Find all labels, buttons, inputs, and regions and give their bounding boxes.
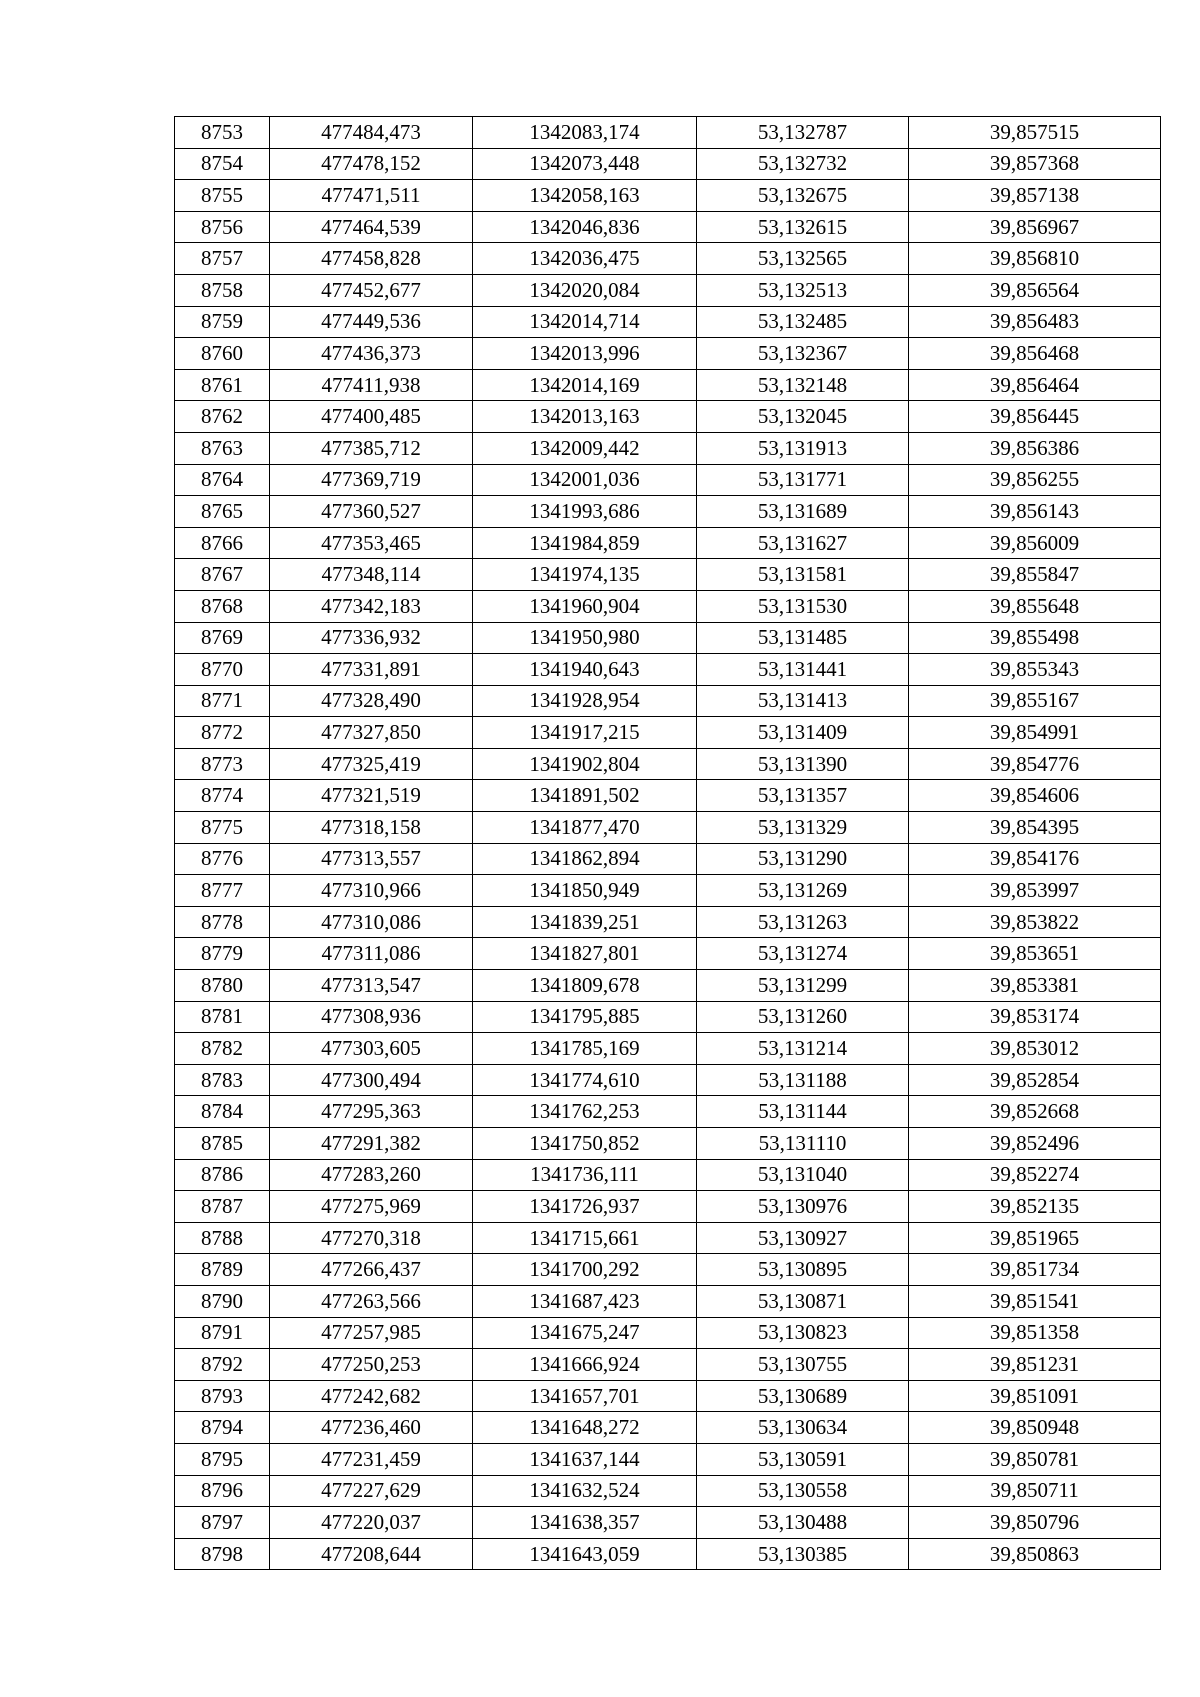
x-coordinate-cell: 477458,828 (270, 243, 473, 275)
x-coordinate-cell: 477308,936 (270, 1001, 473, 1033)
latitude-cell: 53,131144 (697, 1096, 909, 1128)
longitude-cell: 39,856468 (909, 338, 1161, 370)
y-coordinate-cell: 1342083,174 (473, 117, 697, 149)
longitude-cell: 39,850863 (909, 1538, 1161, 1570)
table-row (175, 559, 1161, 591)
latitude-cell: 53,130823 (697, 1317, 909, 1349)
point-number-cell: 8756 (175, 211, 270, 243)
y-coordinate-cell: 1342058,163 (473, 180, 697, 212)
y-coordinate-cell: 1342014,169 (473, 369, 697, 401)
point-number-cell: 8782 (175, 1033, 270, 1065)
y-coordinate-cell: 1341993,686 (473, 496, 697, 528)
longitude-cell: 39,856445 (909, 401, 1161, 433)
longitude-cell: 39,852135 (909, 1191, 1161, 1223)
point-number-cell: 8758 (175, 274, 270, 306)
longitude-cell: 39,854991 (909, 717, 1161, 749)
x-coordinate-cell: 477220,037 (270, 1507, 473, 1539)
x-coordinate-cell: 477436,373 (270, 338, 473, 370)
latitude-cell: 53,132045 (697, 401, 909, 433)
point-number-cell: 8755 (175, 180, 270, 212)
x-coordinate-cell: 477484,473 (270, 117, 473, 149)
y-coordinate-cell: 1341850,949 (473, 875, 697, 907)
point-number-cell: 8798 (175, 1538, 270, 1570)
longitude-cell: 39,855167 (909, 685, 1161, 717)
point-number-cell: 8777 (175, 875, 270, 907)
x-coordinate-cell: 477360,527 (270, 496, 473, 528)
table-row (175, 527, 1161, 559)
point-number-cell: 8788 (175, 1222, 270, 1254)
point-number-cell: 8789 (175, 1254, 270, 1286)
table-row (175, 1222, 1161, 1254)
x-coordinate-cell: 477242,682 (270, 1380, 473, 1412)
x-coordinate-cell: 477369,719 (270, 464, 473, 496)
longitude-cell: 39,852668 (909, 1096, 1161, 1128)
y-coordinate-cell: 1341862,894 (473, 843, 697, 875)
latitude-cell: 53,131409 (697, 717, 909, 749)
latitude-cell: 53,131299 (697, 970, 909, 1002)
y-coordinate-cell: 1341687,423 (473, 1285, 697, 1317)
longitude-cell: 39,854176 (909, 843, 1161, 875)
latitude-cell: 53,132787 (697, 117, 909, 149)
table-row (175, 1064, 1161, 1096)
y-coordinate-cell: 1341839,251 (473, 906, 697, 938)
point-number-cell: 8796 (175, 1475, 270, 1507)
table-row (175, 1349, 1161, 1381)
table-row (175, 338, 1161, 370)
y-coordinate-cell: 1342009,442 (473, 432, 697, 464)
coordinates-table-body (175, 117, 1161, 1570)
y-coordinate-cell: 1341715,661 (473, 1222, 697, 1254)
longitude-cell: 39,855648 (909, 590, 1161, 622)
point-number-cell: 8793 (175, 1380, 270, 1412)
table-row (175, 1128, 1161, 1160)
y-coordinate-cell: 1341902,804 (473, 748, 697, 780)
point-number-cell: 8770 (175, 654, 270, 686)
y-coordinate-cell: 1341891,502 (473, 780, 697, 812)
table-row (175, 1443, 1161, 1475)
y-coordinate-cell: 1341762,253 (473, 1096, 697, 1128)
point-number-cell: 8790 (175, 1285, 270, 1317)
latitude-cell: 53,131274 (697, 938, 909, 970)
y-coordinate-cell: 1341984,859 (473, 527, 697, 559)
longitude-cell: 39,854776 (909, 748, 1161, 780)
point-number-cell: 8771 (175, 685, 270, 717)
table-row (175, 1317, 1161, 1349)
point-number-cell: 8774 (175, 780, 270, 812)
y-coordinate-cell: 1341637,144 (473, 1443, 697, 1475)
latitude-cell: 53,131110 (697, 1128, 909, 1160)
latitude-cell: 53,130689 (697, 1380, 909, 1412)
longitude-cell: 39,853012 (909, 1033, 1161, 1065)
longitude-cell: 39,850796 (909, 1507, 1161, 1539)
longitude-cell: 39,855498 (909, 622, 1161, 654)
x-coordinate-cell: 477266,437 (270, 1254, 473, 1286)
point-number-cell: 8786 (175, 1159, 270, 1191)
longitude-cell: 39,856009 (909, 527, 1161, 559)
point-number-cell: 8757 (175, 243, 270, 275)
y-coordinate-cell: 1341950,980 (473, 622, 697, 654)
y-coordinate-cell: 1341657,701 (473, 1380, 697, 1412)
latitude-cell: 53,131357 (697, 780, 909, 812)
x-coordinate-cell: 477327,850 (270, 717, 473, 749)
point-number-cell: 8753 (175, 117, 270, 149)
y-coordinate-cell: 1341960,904 (473, 590, 697, 622)
point-number-cell: 8781 (175, 1001, 270, 1033)
y-coordinate-cell: 1341928,954 (473, 685, 697, 717)
latitude-cell: 53,130755 (697, 1349, 909, 1381)
x-coordinate-cell: 477311,086 (270, 938, 473, 970)
latitude-cell: 53,131530 (697, 590, 909, 622)
table-row (175, 148, 1161, 180)
latitude-cell: 53,131188 (697, 1064, 909, 1096)
point-number-cell: 8778 (175, 906, 270, 938)
longitude-cell: 39,856564 (909, 274, 1161, 306)
table-row (175, 780, 1161, 812)
point-number-cell: 8779 (175, 938, 270, 970)
longitude-cell: 39,850711 (909, 1475, 1161, 1507)
latitude-cell: 53,131485 (697, 622, 909, 654)
longitude-cell: 39,851965 (909, 1222, 1161, 1254)
table-row (175, 1001, 1161, 1033)
longitude-cell: 39,851734 (909, 1254, 1161, 1286)
longitude-cell: 39,854606 (909, 780, 1161, 812)
point-number-cell: 8787 (175, 1191, 270, 1223)
y-coordinate-cell: 1341700,292 (473, 1254, 697, 1286)
y-coordinate-cell: 1341917,215 (473, 717, 697, 749)
longitude-cell: 39,856143 (909, 496, 1161, 528)
y-coordinate-cell: 1341750,852 (473, 1128, 697, 1160)
point-number-cell: 8760 (175, 338, 270, 370)
point-number-cell: 8795 (175, 1443, 270, 1475)
x-coordinate-cell: 477336,932 (270, 622, 473, 654)
latitude-cell: 53,131581 (697, 559, 909, 591)
latitude-cell: 53,132675 (697, 180, 909, 212)
latitude-cell: 53,131390 (697, 748, 909, 780)
longitude-cell: 39,851091 (909, 1380, 1161, 1412)
longitude-cell: 39,853381 (909, 970, 1161, 1002)
latitude-cell: 53,131269 (697, 875, 909, 907)
latitude-cell: 53,131263 (697, 906, 909, 938)
x-coordinate-cell: 477478,152 (270, 148, 473, 180)
x-coordinate-cell: 477325,419 (270, 748, 473, 780)
x-coordinate-cell: 477310,086 (270, 906, 473, 938)
latitude-cell: 53,130591 (697, 1443, 909, 1475)
longitude-cell: 39,851231 (909, 1349, 1161, 1381)
latitude-cell: 53,131771 (697, 464, 909, 496)
point-number-cell: 8767 (175, 559, 270, 591)
latitude-cell: 53,131329 (697, 812, 909, 844)
x-coordinate-cell: 477283,260 (270, 1159, 473, 1191)
table-row (175, 812, 1161, 844)
table-row (175, 1412, 1161, 1444)
table-row (175, 211, 1161, 243)
y-coordinate-cell: 1341675,247 (473, 1317, 697, 1349)
table-row (175, 369, 1161, 401)
longitude-cell: 39,855343 (909, 654, 1161, 686)
latitude-cell: 53,132565 (697, 243, 909, 275)
longitude-cell: 39,852496 (909, 1128, 1161, 1160)
x-coordinate-cell: 477231,459 (270, 1443, 473, 1475)
point-number-cell: 8792 (175, 1349, 270, 1381)
longitude-cell: 39,856483 (909, 306, 1161, 338)
point-number-cell: 8772 (175, 717, 270, 749)
x-coordinate-cell: 477342,183 (270, 590, 473, 622)
table-row (175, 1191, 1161, 1223)
longitude-cell: 39,854395 (909, 812, 1161, 844)
y-coordinate-cell: 1341827,801 (473, 938, 697, 970)
x-coordinate-cell: 477300,494 (270, 1064, 473, 1096)
table-row (175, 1380, 1161, 1412)
y-coordinate-cell: 1342014,714 (473, 306, 697, 338)
x-coordinate-cell: 477275,969 (270, 1191, 473, 1223)
table-row (175, 496, 1161, 528)
latitude-cell: 53,131441 (697, 654, 909, 686)
x-coordinate-cell: 477464,539 (270, 211, 473, 243)
table-row (175, 1475, 1161, 1507)
y-coordinate-cell: 1341736,111 (473, 1159, 697, 1191)
point-number-cell: 8761 (175, 369, 270, 401)
longitude-cell: 39,857368 (909, 148, 1161, 180)
table-row (175, 1507, 1161, 1539)
longitude-cell: 39,853651 (909, 938, 1161, 970)
table-row (175, 717, 1161, 749)
longitude-cell: 39,857138 (909, 180, 1161, 212)
longitude-cell: 39,852854 (909, 1064, 1161, 1096)
y-coordinate-cell: 1341774,610 (473, 1064, 697, 1096)
table-row (175, 1538, 1161, 1570)
point-number-cell: 8794 (175, 1412, 270, 1444)
latitude-cell: 53,130871 (697, 1285, 909, 1317)
x-coordinate-cell: 477250,253 (270, 1349, 473, 1381)
x-coordinate-cell: 477328,490 (270, 685, 473, 717)
longitude-cell: 39,856967 (909, 211, 1161, 243)
longitude-cell: 39,852274 (909, 1159, 1161, 1191)
table-row (175, 1254, 1161, 1286)
longitude-cell: 39,856255 (909, 464, 1161, 496)
latitude-cell: 53,132367 (697, 338, 909, 370)
table-row (175, 1033, 1161, 1065)
y-coordinate-cell: 1342001,036 (473, 464, 697, 496)
y-coordinate-cell: 1341940,643 (473, 654, 697, 686)
x-coordinate-cell: 477263,566 (270, 1285, 473, 1317)
point-number-cell: 8769 (175, 622, 270, 654)
y-coordinate-cell: 1341785,169 (473, 1033, 697, 1065)
latitude-cell: 53,132615 (697, 211, 909, 243)
latitude-cell: 53,131689 (697, 496, 909, 528)
point-number-cell: 8768 (175, 590, 270, 622)
x-coordinate-cell: 477313,547 (270, 970, 473, 1002)
y-coordinate-cell: 1341632,524 (473, 1475, 697, 1507)
longitude-cell: 39,856464 (909, 369, 1161, 401)
x-coordinate-cell: 477400,485 (270, 401, 473, 433)
longitude-cell: 39,850781 (909, 1443, 1161, 1475)
y-coordinate-cell: 1341648,272 (473, 1412, 697, 1444)
table-row (175, 401, 1161, 433)
point-number-cell: 8783 (175, 1064, 270, 1096)
y-coordinate-cell: 1341795,885 (473, 1001, 697, 1033)
table-row (175, 117, 1161, 149)
x-coordinate-cell: 477411,938 (270, 369, 473, 401)
point-number-cell: 8780 (175, 970, 270, 1002)
x-coordinate-cell: 477449,536 (270, 306, 473, 338)
y-coordinate-cell: 1341726,937 (473, 1191, 697, 1223)
latitude-cell: 53,130634 (697, 1412, 909, 1444)
latitude-cell: 53,130927 (697, 1222, 909, 1254)
table-row (175, 843, 1161, 875)
point-number-cell: 8791 (175, 1317, 270, 1349)
longitude-cell: 39,856810 (909, 243, 1161, 275)
latitude-cell: 53,130488 (697, 1507, 909, 1539)
table-row (175, 464, 1161, 496)
latitude-cell: 53,131913 (697, 432, 909, 464)
y-coordinate-cell: 1341809,678 (473, 970, 697, 1002)
x-coordinate-cell: 477303,605 (270, 1033, 473, 1065)
x-coordinate-cell: 477295,363 (270, 1096, 473, 1128)
table-row (175, 685, 1161, 717)
table-row (175, 590, 1161, 622)
y-coordinate-cell: 1342046,836 (473, 211, 697, 243)
table-row (175, 875, 1161, 907)
x-coordinate-cell: 477348,114 (270, 559, 473, 591)
y-coordinate-cell: 1342073,448 (473, 148, 697, 180)
table-row (175, 938, 1161, 970)
point-number-cell: 8785 (175, 1128, 270, 1160)
point-number-cell: 8775 (175, 812, 270, 844)
table-row (175, 970, 1161, 1002)
longitude-cell: 39,855847 (909, 559, 1161, 591)
latitude-cell: 53,130558 (697, 1475, 909, 1507)
table-row (175, 1285, 1161, 1317)
y-coordinate-cell: 1341666,924 (473, 1349, 697, 1381)
table-row (175, 274, 1161, 306)
x-coordinate-cell: 477321,519 (270, 780, 473, 812)
point-number-cell: 8754 (175, 148, 270, 180)
x-coordinate-cell: 477310,966 (270, 875, 473, 907)
longitude-cell: 39,851541 (909, 1285, 1161, 1317)
point-number-cell: 8766 (175, 527, 270, 559)
x-coordinate-cell: 477236,460 (270, 1412, 473, 1444)
point-number-cell: 8762 (175, 401, 270, 433)
point-number-cell: 8776 (175, 843, 270, 875)
coordinates-table (174, 116, 1161, 1570)
x-coordinate-cell: 477331,891 (270, 654, 473, 686)
point-number-cell: 8759 (175, 306, 270, 338)
x-coordinate-cell: 477452,677 (270, 274, 473, 306)
latitude-cell: 53,132148 (697, 369, 909, 401)
latitude-cell: 53,130976 (697, 1191, 909, 1223)
y-coordinate-cell: 1341643,059 (473, 1538, 697, 1570)
longitude-cell: 39,850948 (909, 1412, 1161, 1444)
latitude-cell: 53,131413 (697, 685, 909, 717)
point-number-cell: 8764 (175, 464, 270, 496)
x-coordinate-cell: 477270,318 (270, 1222, 473, 1254)
table-row (175, 243, 1161, 275)
x-coordinate-cell: 477385,712 (270, 432, 473, 464)
x-coordinate-cell: 477227,629 (270, 1475, 473, 1507)
table-row (175, 622, 1161, 654)
point-number-cell: 8763 (175, 432, 270, 464)
table-row (175, 654, 1161, 686)
y-coordinate-cell: 1341638,357 (473, 1507, 697, 1539)
latitude-cell: 53,132513 (697, 274, 909, 306)
x-coordinate-cell: 477208,644 (270, 1538, 473, 1570)
latitude-cell: 53,132732 (697, 148, 909, 180)
y-coordinate-cell: 1342013,996 (473, 338, 697, 370)
y-coordinate-cell: 1342020,084 (473, 274, 697, 306)
table-row (175, 748, 1161, 780)
x-coordinate-cell: 477471,511 (270, 180, 473, 212)
latitude-cell: 53,132485 (697, 306, 909, 338)
table-row (175, 1159, 1161, 1191)
latitude-cell: 53,130895 (697, 1254, 909, 1286)
latitude-cell: 53,131260 (697, 1001, 909, 1033)
table-row (175, 1096, 1161, 1128)
longitude-cell: 39,857515 (909, 117, 1161, 149)
y-coordinate-cell: 1341974,135 (473, 559, 697, 591)
latitude-cell: 53,130385 (697, 1538, 909, 1570)
table-row (175, 306, 1161, 338)
y-coordinate-cell: 1342036,475 (473, 243, 697, 275)
point-number-cell: 8765 (175, 496, 270, 528)
x-coordinate-cell: 477291,382 (270, 1128, 473, 1160)
x-coordinate-cell: 477353,465 (270, 527, 473, 559)
point-number-cell: 8773 (175, 748, 270, 780)
table-row (175, 906, 1161, 938)
longitude-cell: 39,853174 (909, 1001, 1161, 1033)
y-coordinate-cell: 1341877,470 (473, 812, 697, 844)
latitude-cell: 53,131040 (697, 1159, 909, 1191)
latitude-cell: 53,131627 (697, 527, 909, 559)
longitude-cell: 39,851358 (909, 1317, 1161, 1349)
latitude-cell: 53,131290 (697, 843, 909, 875)
point-number-cell: 8784 (175, 1096, 270, 1128)
latitude-cell: 53,131214 (697, 1033, 909, 1065)
table-row (175, 180, 1161, 212)
longitude-cell: 39,853997 (909, 875, 1161, 907)
point-number-cell: 8797 (175, 1507, 270, 1539)
table-row (175, 432, 1161, 464)
y-coordinate-cell: 1342013,163 (473, 401, 697, 433)
x-coordinate-cell: 477318,158 (270, 812, 473, 844)
longitude-cell: 39,853822 (909, 906, 1161, 938)
x-coordinate-cell: 477313,557 (270, 843, 473, 875)
x-coordinate-cell: 477257,985 (270, 1317, 473, 1349)
longitude-cell: 39,856386 (909, 432, 1161, 464)
